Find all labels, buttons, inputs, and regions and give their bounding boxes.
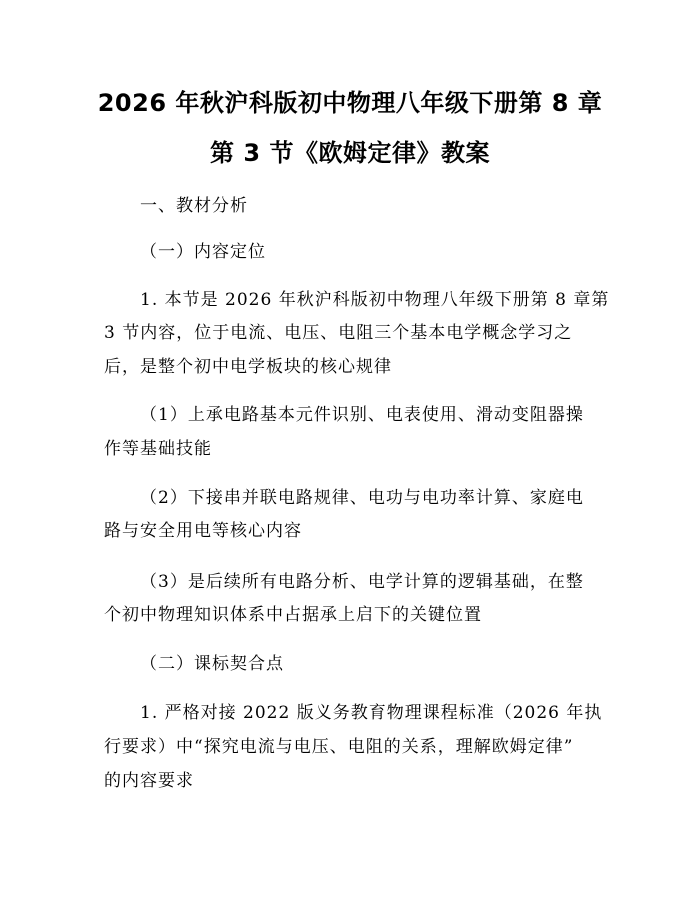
- subsection-heading-content-position: （一）内容定位: [140, 242, 266, 262]
- list-item-line: （3）是后续所有电路分析、电学计算的逻辑基础，在整: [140, 572, 584, 592]
- paragraph-line: 1. 本节是 2026 年秋沪科版初中物理八年级下册第 8 章第: [140, 290, 610, 310]
- paragraph-line: 的内容要求: [104, 771, 194, 791]
- list-item-line: 个初中物理知识体系中占据承上启下的关键位置: [104, 605, 482, 625]
- list-item-line: 路与安全用电等核心内容: [104, 521, 302, 541]
- document-title-line-2: 第 3 节《欧姆定律》教案: [210, 139, 490, 167]
- paragraph-line: 3 节内容，位于电流、电压、电阻三个基本电学概念学习之: [104, 323, 573, 343]
- list-item-line: 作等基础技能: [104, 439, 212, 459]
- subsection-heading-curriculum-alignment: （二）课标契合点: [140, 654, 284, 674]
- list-item-line: （1）上承电路基本元件识别、电表使用、滑动变阻器操: [140, 405, 584, 425]
- section-heading-textbook-analysis: 一、教材分析: [140, 196, 248, 216]
- paragraph-line: 1. 严格对接 2022 版义务教育物理课程标准（2026 年执: [140, 703, 603, 723]
- paragraph-line: 行要求）中“探究电流与电压、电阻的关系，理解欧姆定律”: [104, 737, 574, 757]
- paragraph-line: 后，是整个初中电学板块的核心规律: [104, 357, 392, 377]
- list-item-line: （2）下接串并联电路规律、电功与电功率计算、家庭电: [140, 488, 584, 508]
- document-title-line-1: 2026 年秋沪科版初中物理八年级下册第 8 章: [97, 89, 603, 117]
